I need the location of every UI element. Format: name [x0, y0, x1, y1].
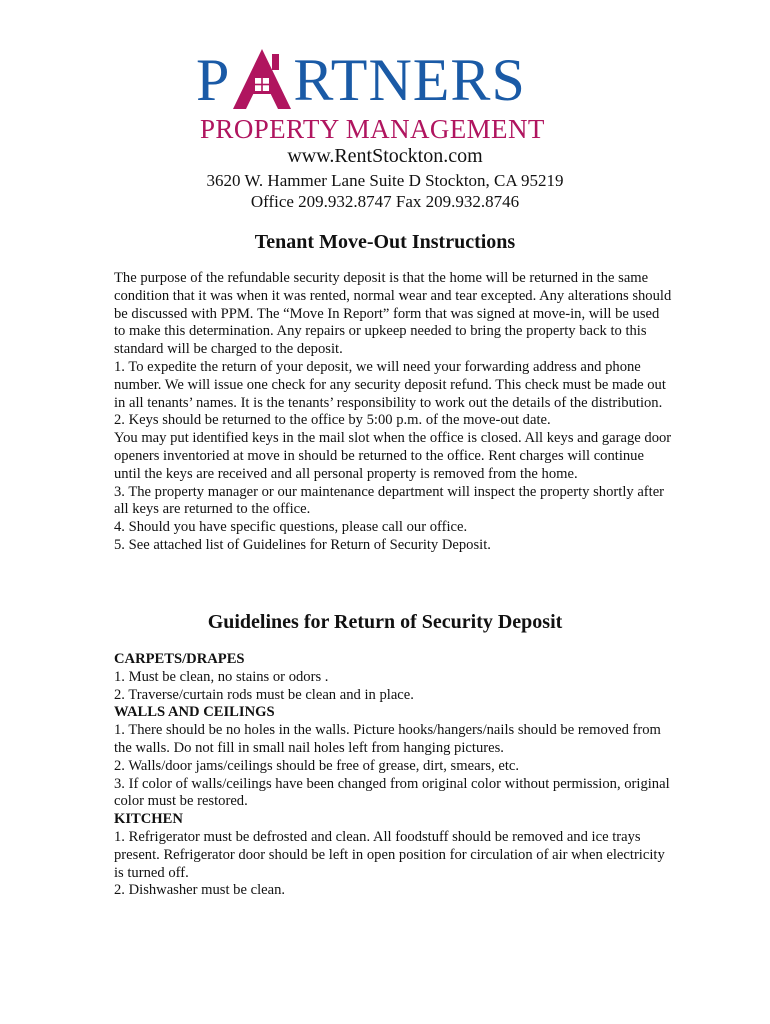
guidelines-title: Guidelines for Return of Security Deposit — [207, 611, 563, 633]
office-address: 3620 W. Hammer Lane Suite D Stockton, CA 95219 — [206, 171, 564, 190]
guideline-item: 2. Traverse/curtain rods must be clean and in place. — [114, 686, 414, 703]
guideline-item: 1. Refrigerator must be defrosted and clean. All foodstuff should be removed and ice trays present. Refrigerator door should be left in open position for circulation of air when electricity is turned off. — [114, 828, 665, 881]
office-phone-fax: Office 209.932.8747 Fax 209.932.8746 — [250, 192, 520, 211]
instruction-item: 4. Should you have specific questions, please call our office. — [114, 519, 468, 536]
guideline-item: 2. Walls/door jams/ceilings should be free of grease, dirt, smears, etc. — [114, 757, 520, 774]
instruction-item: 3. The property manager or our maintenance department will inspect the property shortly after all keys are returned to the office. — [114, 483, 665, 518]
company-logo — [196, 44, 576, 142]
guideline-item: 1. There should be no holes in the walls. Picture hooks/hangers/nails should be removed from the walls. Do not fill in small nail holes left from hanging pictures. — [114, 722, 661, 756]
instruction-item: 5. See attached list of Guidelines for Return of Security Deposit. — [114, 536, 491, 553]
section-heading-carpets: CARPETS/DRAPES — [114, 651, 245, 667]
guideline-item: 3. If color of walls/ceilings have been changed from original color without permission, original color must be restored. — [114, 775, 670, 810]
website-link[interactable]: www.RentStockton.com — [287, 145, 483, 167]
guidelines-body — [114, 651, 674, 900]
logo-wordmark-prefix: P — [196, 47, 231, 113]
guideline-item: 1. Must be clean, no stains or odors . — [114, 668, 329, 685]
instruction-item: 1. To expedite the return of your deposit, we will need your forwarding address and phone number. We will issue one check for any security deposit refund. This check must be made out in all tenants’ names. It is the tenants’ responsibility to work out the details of the distribution. — [114, 358, 666, 411]
house-a-icon — [232, 48, 292, 110]
logo-wordmark-suffix: RTNERS — [293, 47, 526, 113]
instructions-body — [114, 270, 674, 555]
instruction-item: 2. Keys should be returned to the office by 5:00 p.m. of the move-out date. — [114, 412, 551, 429]
logo-tagline: PROPERTY MANAGEMENT — [200, 114, 545, 144]
guideline-item: 2. Dishwasher must be clean. — [114, 882, 286, 899]
instructions-intro: The purpose of the refundable security deposit is that the home will be returned in the same condition that it was when it was rented, normal wear and tear excepted. Any alterations should be discussed with PPM. The “Move In Report” form that was signed at move-in, will be used to make this determination. Any repairs or upkeep needed to bring the property back to this standard will be charged to the deposit. — [114, 270, 672, 358]
section-heading-kitchen: KITCHEN — [114, 811, 183, 828]
logo-wordmark — [196, 44, 526, 113]
instruction-item: You may put identified keys in the mail slot when the office is closed. All keys and garage door openers inventoried at move in should be returned to the office. Rent charges will continue until the keys are received and all personal property is removed from the home. — [114, 430, 672, 482]
instructions-title: Tenant Move-Out Instructions — [254, 231, 516, 253]
section-heading-walls: WALLS AND CEILINGS — [114, 704, 275, 721]
